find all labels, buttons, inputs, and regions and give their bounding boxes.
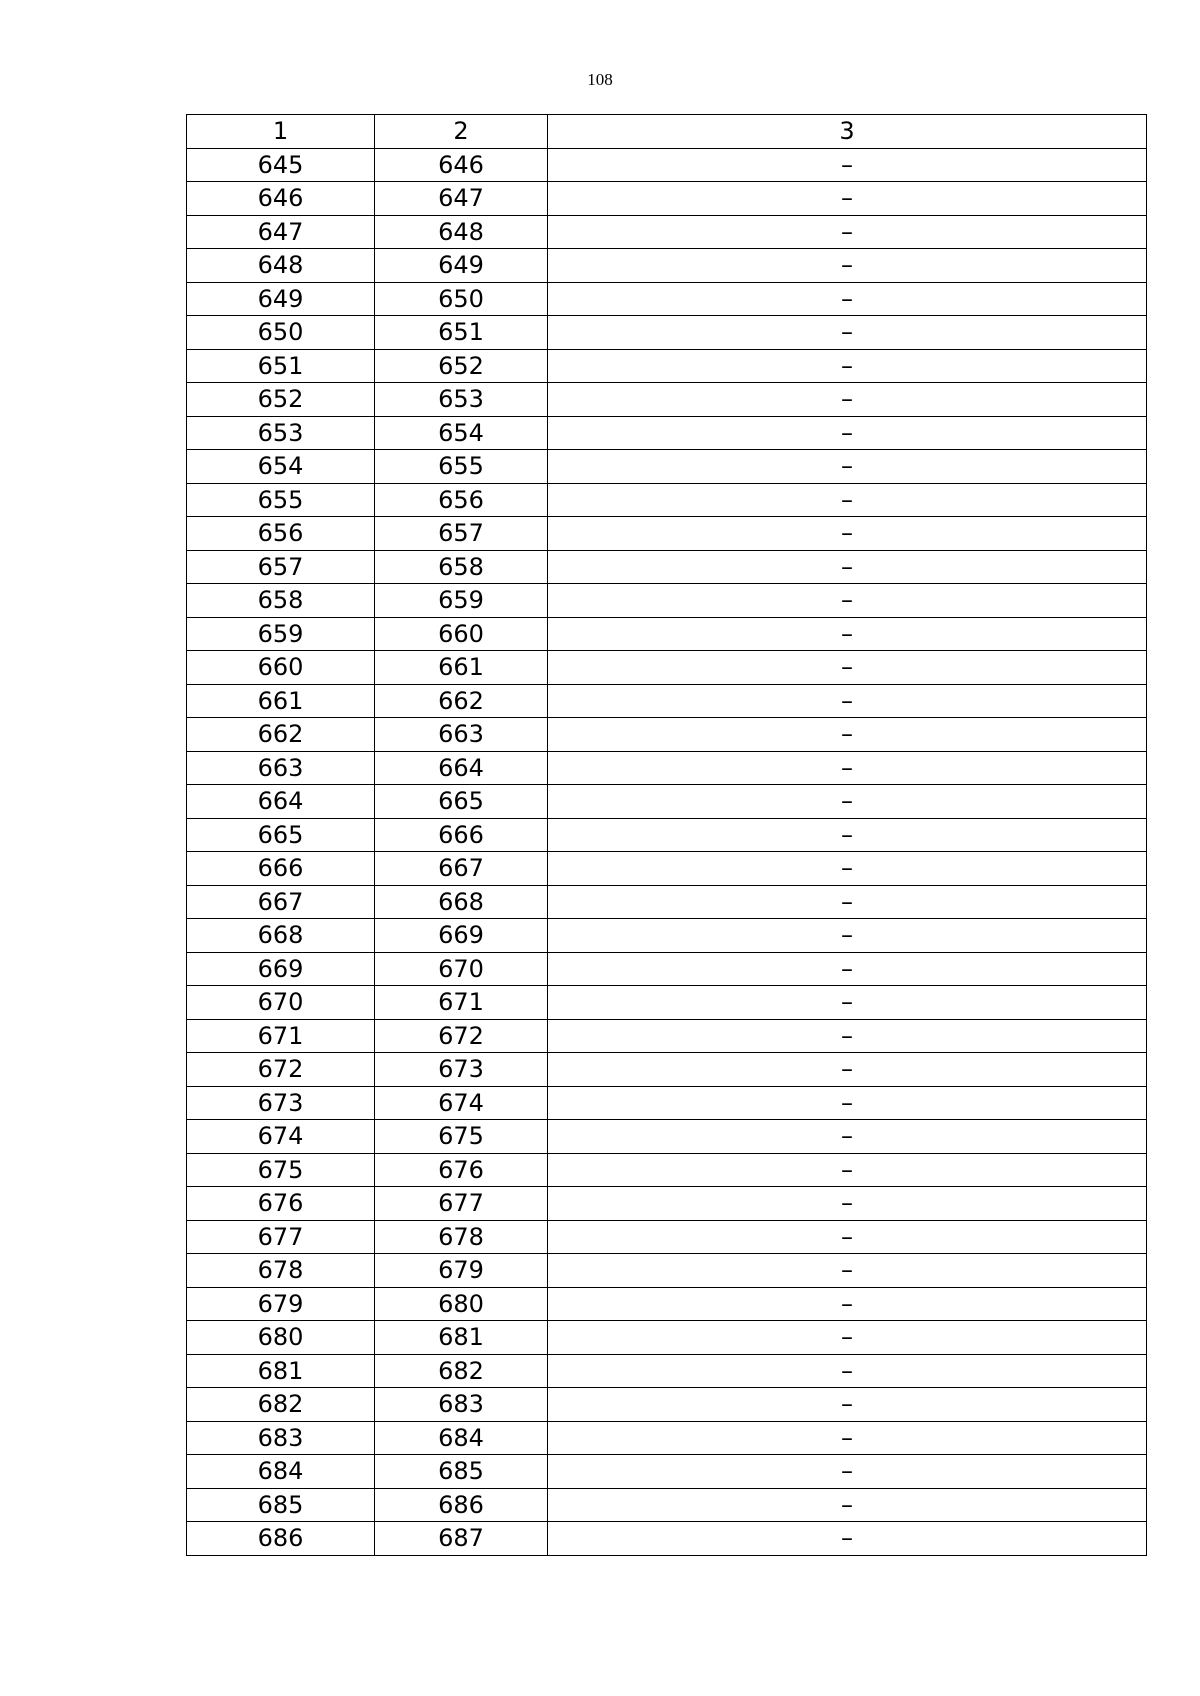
table-cell-col-2: 655: [375, 450, 548, 484]
table-body: [187, 148, 1147, 1555]
table-cell-col-2: 667: [375, 852, 548, 886]
table-row: [187, 1019, 1147, 1053]
table-row: [187, 1086, 1147, 1120]
table-cell-col-2: 675: [375, 1120, 548, 1154]
table-cell-col-3: –: [548, 550, 1147, 584]
table-row: [187, 249, 1147, 283]
table-cell-col-2: 687: [375, 1522, 548, 1556]
table-row: [187, 617, 1147, 651]
table-cell-col-1: 651: [187, 349, 375, 383]
table-cell-col-1: 672: [187, 1053, 375, 1087]
table-row: [187, 1488, 1147, 1522]
table-cell-col-3: –: [548, 1354, 1147, 1388]
table-cell-col-2: 680: [375, 1287, 548, 1321]
table-cell-col-1: 685: [187, 1488, 375, 1522]
table-row: [187, 1120, 1147, 1154]
table-cell-col-1: 671: [187, 1019, 375, 1053]
table-cell-col-2: 653: [375, 383, 548, 417]
table-cell-col-2: 651: [375, 316, 548, 350]
table-row: [187, 1287, 1147, 1321]
table-cell-col-2: 686: [375, 1488, 548, 1522]
table-cell-col-2: 677: [375, 1187, 548, 1221]
table-cell-col-2: 681: [375, 1321, 548, 1355]
table-cell-col-2: 678: [375, 1220, 548, 1254]
table-row: [187, 818, 1147, 852]
table-cell-col-2: 660: [375, 617, 548, 651]
table-row: [187, 349, 1147, 383]
table-cell-col-1: 658: [187, 584, 375, 618]
table-row: [187, 1053, 1147, 1087]
table-cell-col-1: 645: [187, 148, 375, 182]
table-cell-col-1: 673: [187, 1086, 375, 1120]
table-cell-col-2: 676: [375, 1153, 548, 1187]
table-cell-col-1: 668: [187, 919, 375, 953]
table-row: [187, 684, 1147, 718]
table-cell-col-3: –: [548, 986, 1147, 1020]
table-cell-col-3: –: [548, 517, 1147, 551]
table-row: [187, 1421, 1147, 1455]
table-cell-col-1: 679: [187, 1287, 375, 1321]
table-cell-col-2: 662: [375, 684, 548, 718]
table-cell-col-3: –: [548, 952, 1147, 986]
table-cell-col-1: 657: [187, 550, 375, 584]
table-row: [187, 1522, 1147, 1556]
table-row: [187, 215, 1147, 249]
table-cell-col-3: –: [548, 617, 1147, 651]
table-cell-col-3: –: [548, 885, 1147, 919]
table-row: [187, 1220, 1147, 1254]
table-row: [187, 952, 1147, 986]
table-cell-col-2: 663: [375, 718, 548, 752]
table-cell-col-2: 647: [375, 182, 548, 216]
table-cell-col-3: –: [548, 1153, 1147, 1187]
table-cell-col-2: 657: [375, 517, 548, 551]
table-row: [187, 483, 1147, 517]
table-row: [187, 1455, 1147, 1489]
table-cell-col-3: –: [548, 1388, 1147, 1422]
table-cell-col-2: 648: [375, 215, 548, 249]
table-cell-col-1: 656: [187, 517, 375, 551]
table-row: [187, 416, 1147, 450]
table-cell-col-3: –: [548, 818, 1147, 852]
table-cell-col-2: 659: [375, 584, 548, 618]
table-cell-col-2: 656: [375, 483, 548, 517]
table-cell-col-1: 664: [187, 785, 375, 819]
table-cell-col-1: 667: [187, 885, 375, 919]
table-cell-col-1: 648: [187, 249, 375, 283]
page-number: 108: [587, 70, 613, 89]
table-cell-col-2: 658: [375, 550, 548, 584]
table-row: [187, 383, 1147, 417]
table-cell-col-1: 646: [187, 182, 375, 216]
table-cell-col-1: 683: [187, 1421, 375, 1455]
table-row: [187, 751, 1147, 785]
table-cell-col-2: 671: [375, 986, 548, 1020]
table-cell-col-1: 659: [187, 617, 375, 651]
table-cell-col-2: 646: [375, 148, 548, 182]
table-cell-col-2: 679: [375, 1254, 548, 1288]
table-cell-col-1: 686: [187, 1522, 375, 1556]
table-cell-col-3: –: [548, 1455, 1147, 1489]
table-row: [187, 450, 1147, 484]
table-cell-col-1: 647: [187, 215, 375, 249]
table-cell-col-1: 661: [187, 684, 375, 718]
table-cell-col-1: 675: [187, 1153, 375, 1187]
table-row: [187, 718, 1147, 752]
table-cell-col-1: 681: [187, 1354, 375, 1388]
table-cell-col-3: –: [548, 718, 1147, 752]
table-row: [187, 1388, 1147, 1422]
table-cell-col-1: 654: [187, 450, 375, 484]
table-cell-col-1: 663: [187, 751, 375, 785]
table-cell-col-1: 649: [187, 282, 375, 316]
table-cell-col-3: –: [548, 416, 1147, 450]
header-row: [187, 115, 1147, 149]
table-cell-col-3: –: [548, 249, 1147, 283]
table-cell-col-1: 653: [187, 416, 375, 450]
table-cell-col-1: 674: [187, 1120, 375, 1154]
table-cell-col-3: –: [548, 1187, 1147, 1221]
table-cell-col-3: –: [548, 584, 1147, 618]
table-row: [187, 1153, 1147, 1187]
table-cell-col-3: –: [548, 684, 1147, 718]
table-cell-col-2: 664: [375, 751, 548, 785]
table-row: [187, 885, 1147, 919]
table-cell-col-2: 683: [375, 1388, 548, 1422]
table-cell-col-3: –: [548, 282, 1147, 316]
table-cell-col-2: 650: [375, 282, 548, 316]
table-cell-col-1: 660: [187, 651, 375, 685]
table-cell-col-3: –: [548, 1120, 1147, 1154]
table-cell-col-3: –: [548, 1321, 1147, 1355]
column-header-1: 1: [187, 115, 375, 149]
table-cell-col-2: 668: [375, 885, 548, 919]
table-cell-col-1: 662: [187, 718, 375, 752]
table-cell-col-2: 652: [375, 349, 548, 383]
table-cell-col-2: 673: [375, 1053, 548, 1087]
table-row: [187, 1254, 1147, 1288]
table-row: [187, 919, 1147, 953]
table-cell-col-3: –: [548, 1287, 1147, 1321]
table-row: [187, 316, 1147, 350]
table-cell-col-1: 655: [187, 483, 375, 517]
table-cell-col-3: –: [548, 148, 1147, 182]
table-row: [187, 282, 1147, 316]
table-cell-col-3: –: [548, 1220, 1147, 1254]
table-cell-col-3: –: [548, 1488, 1147, 1522]
table-cell-col-3: –: [548, 852, 1147, 886]
table-cell-col-2: 661: [375, 651, 548, 685]
table-cell-col-2: 649: [375, 249, 548, 283]
table-cell-col-3: –: [548, 919, 1147, 953]
table-row: [187, 148, 1147, 182]
table-cell-col-2: 670: [375, 952, 548, 986]
table-cell-col-3: –: [548, 1421, 1147, 1455]
table-cell-col-2: 682: [375, 1354, 548, 1388]
table-cell-col-3: –: [548, 1522, 1147, 1556]
table-cell-col-1: 665: [187, 818, 375, 852]
table-cell-col-1: 670: [187, 986, 375, 1020]
table-cell-col-3: –: [548, 785, 1147, 819]
table-cell-col-1: 666: [187, 852, 375, 886]
table-cell-col-3: –: [548, 1053, 1147, 1087]
table-cell-col-3: –: [548, 1086, 1147, 1120]
data-table: [186, 114, 1147, 1556]
table-cell-col-3: –: [548, 383, 1147, 417]
table-cell-col-2: 674: [375, 1086, 548, 1120]
column-header-2: 2: [375, 115, 548, 149]
table-cell-col-1: 669: [187, 952, 375, 986]
table-row: [187, 1354, 1147, 1388]
table-cell-col-3: –: [548, 651, 1147, 685]
column-header-3: 3: [548, 115, 1147, 149]
table-row: [187, 1187, 1147, 1221]
table-row: [187, 584, 1147, 618]
table-cell-col-1: 677: [187, 1220, 375, 1254]
table-cell-col-3: –: [548, 450, 1147, 484]
table-cell-col-3: –: [548, 316, 1147, 350]
table-row: [187, 182, 1147, 216]
table-row: [187, 651, 1147, 685]
table-cell-col-3: –: [548, 483, 1147, 517]
table-row: [187, 986, 1147, 1020]
table-cell-col-2: 669: [375, 919, 548, 953]
table-cell-col-1: 678: [187, 1254, 375, 1288]
table-cell-col-1: 680: [187, 1321, 375, 1355]
table-row: [187, 517, 1147, 551]
table-cell-col-2: 672: [375, 1019, 548, 1053]
table-cell-col-2: 684: [375, 1421, 548, 1455]
table-cell-col-1: 684: [187, 1455, 375, 1489]
table-cell-col-2: 654: [375, 416, 548, 450]
table-cell-col-1: 652: [187, 383, 375, 417]
table-cell-col-3: –: [548, 751, 1147, 785]
table-cell-col-2: 665: [375, 785, 548, 819]
table-header: [187, 115, 1147, 149]
table-cell-col-2: 666: [375, 818, 548, 852]
table-row: [187, 550, 1147, 584]
table-row: [187, 852, 1147, 886]
table-cell-col-1: 682: [187, 1388, 375, 1422]
table-row: [187, 785, 1147, 819]
table-cell-col-3: –: [548, 215, 1147, 249]
table-row: [187, 1321, 1147, 1355]
table-cell-col-3: –: [548, 349, 1147, 383]
table-cell-col-2: 685: [375, 1455, 548, 1489]
table-cell-col-3: –: [548, 1019, 1147, 1053]
table-cell-col-3: –: [548, 182, 1147, 216]
table-cell-col-3: –: [548, 1254, 1147, 1288]
table-cell-col-1: 650: [187, 316, 375, 350]
table-cell-col-1: 676: [187, 1187, 375, 1221]
